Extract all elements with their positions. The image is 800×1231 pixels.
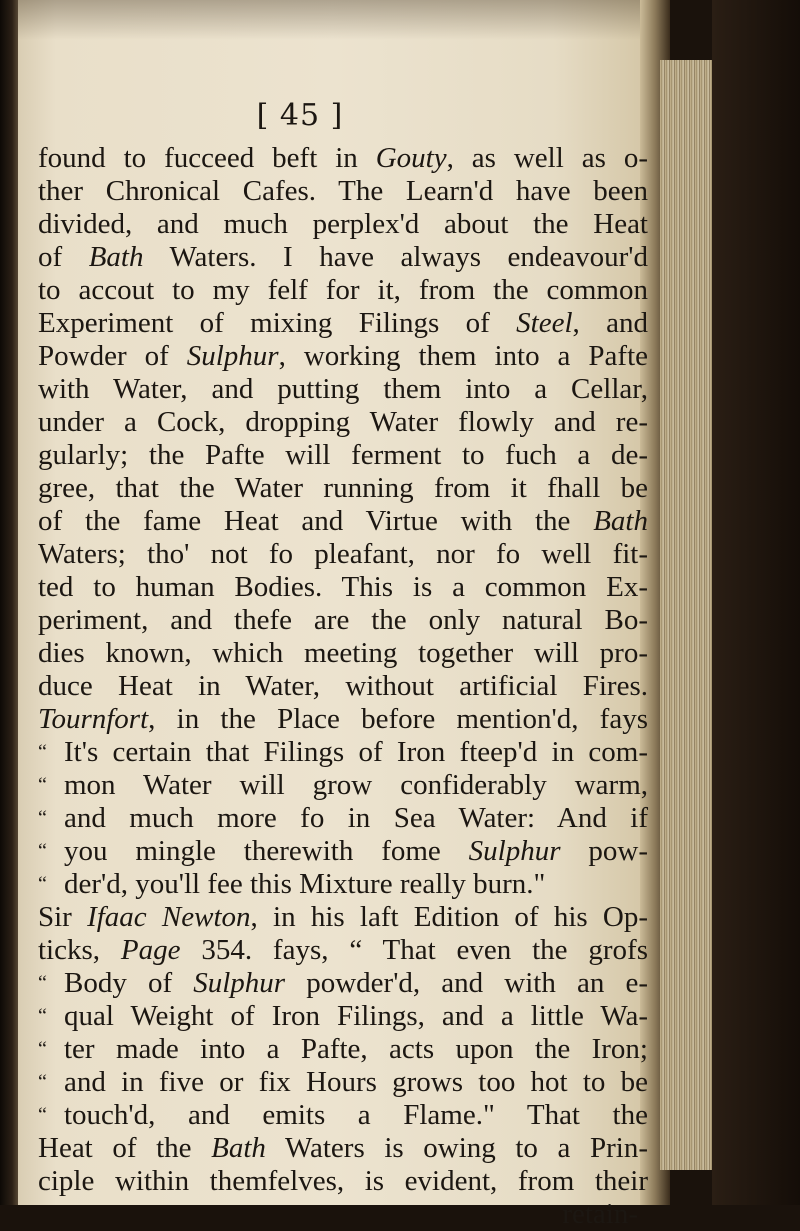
text-line: to accout to my felf for it, from the common (38, 274, 648, 306)
text-line: Experiment of mixing Filings of Steel, and (38, 307, 648, 339)
quote-mark: “ (38, 807, 47, 829)
text-line: “ qual Weight of Iron Filings, and a little Wa- (38, 1000, 648, 1032)
quote-mark: “ (38, 840, 47, 862)
text-line: gree, that the Water running from it fhall be (38, 472, 648, 504)
text-line: “ and in five or fix Hours grows too hot to be (38, 1066, 648, 1098)
quote-mark: “ (38, 873, 47, 895)
text-line: Sir Ifaac Newton, in his laft Edition of his Op- (38, 901, 649, 933)
body-text (38, 142, 648, 1231)
text-line: Waters; tho' not fo pleafant, nor fo well fit- (38, 538, 648, 570)
text-line: Tournfort, in the Place before mention'd, fays (38, 703, 648, 735)
text-line: “ touch'd, and emits a Flame." That the (38, 1099, 648, 1131)
text-line: of Bath Waters. I have always endeavour'd (38, 241, 648, 273)
text-line: “ you mingle therewith fome Sulphur pow- (38, 835, 648, 867)
text-line: “ mon Water will grow confiderably warm, (38, 769, 648, 801)
page-shadow (18, 0, 648, 40)
text-line: ciple within themfelves, is evident, from their (38, 1165, 648, 1197)
text-line: with Water, and putting them into a Cellar, (38, 373, 648, 405)
quote-mark: “ (38, 741, 47, 763)
catchword: retain- (562, 1198, 638, 1230)
text-line: “ It's certain that Filings of Iron fteep'd in com- (38, 736, 648, 768)
page-number: [ 45 ] (256, 98, 344, 133)
text-line: found to fucceed beft in Gouty, as well as o- (38, 142, 648, 174)
quote-mark: “ (38, 1071, 47, 1093)
text-line: duce Heat in Water, without artificial Fires. (38, 670, 648, 702)
text-line: ther Chronical Cafes. The Learn'd have been (38, 175, 648, 207)
text-line: “ Body of Sulphur powder'd, and with an e- (38, 967, 648, 999)
text-line: Heat of the Bath Waters is owing to a Prin- (38, 1132, 648, 1164)
text-line: dies known, which meeting together will pro- (38, 637, 648, 669)
text-line: “ and much more fo in Sea Water: And if (38, 802, 648, 834)
text-line: periment, and thefe are the only natural Bo- (38, 604, 648, 636)
text-line: “ ter made into a Pafte, acts upon the Iron; (38, 1033, 648, 1065)
text-line: ticks, Page 354. fays, “ That even the grofs (38, 934, 648, 966)
text-line: gularly; the Pafte will ferment to fuch a de- (38, 439, 648, 471)
quote-mark: “ (38, 972, 47, 994)
page-edges (660, 60, 720, 1170)
text-line: of the fame Heat and Virtue with the Bath (38, 505, 648, 537)
quote-mark: “ (38, 1104, 47, 1126)
book-cover-edge (712, 0, 800, 1205)
text-line: under a Cock, dropping Water flowly and re- (38, 406, 648, 438)
text-line: Powder of Sulphur, working them into a Pafte (38, 340, 649, 372)
text-line: “ der'd, you'll fee this Mixture really burn." (38, 868, 546, 900)
text-line: ted to human Bodies. This is a common Ex- (38, 571, 648, 603)
quote-mark: “ (38, 774, 47, 796)
text-line: divided, and much perplex'd about the Heat (38, 208, 648, 240)
quote-mark: “ (38, 1005, 47, 1027)
quote-mark: “ (38, 1038, 47, 1060)
